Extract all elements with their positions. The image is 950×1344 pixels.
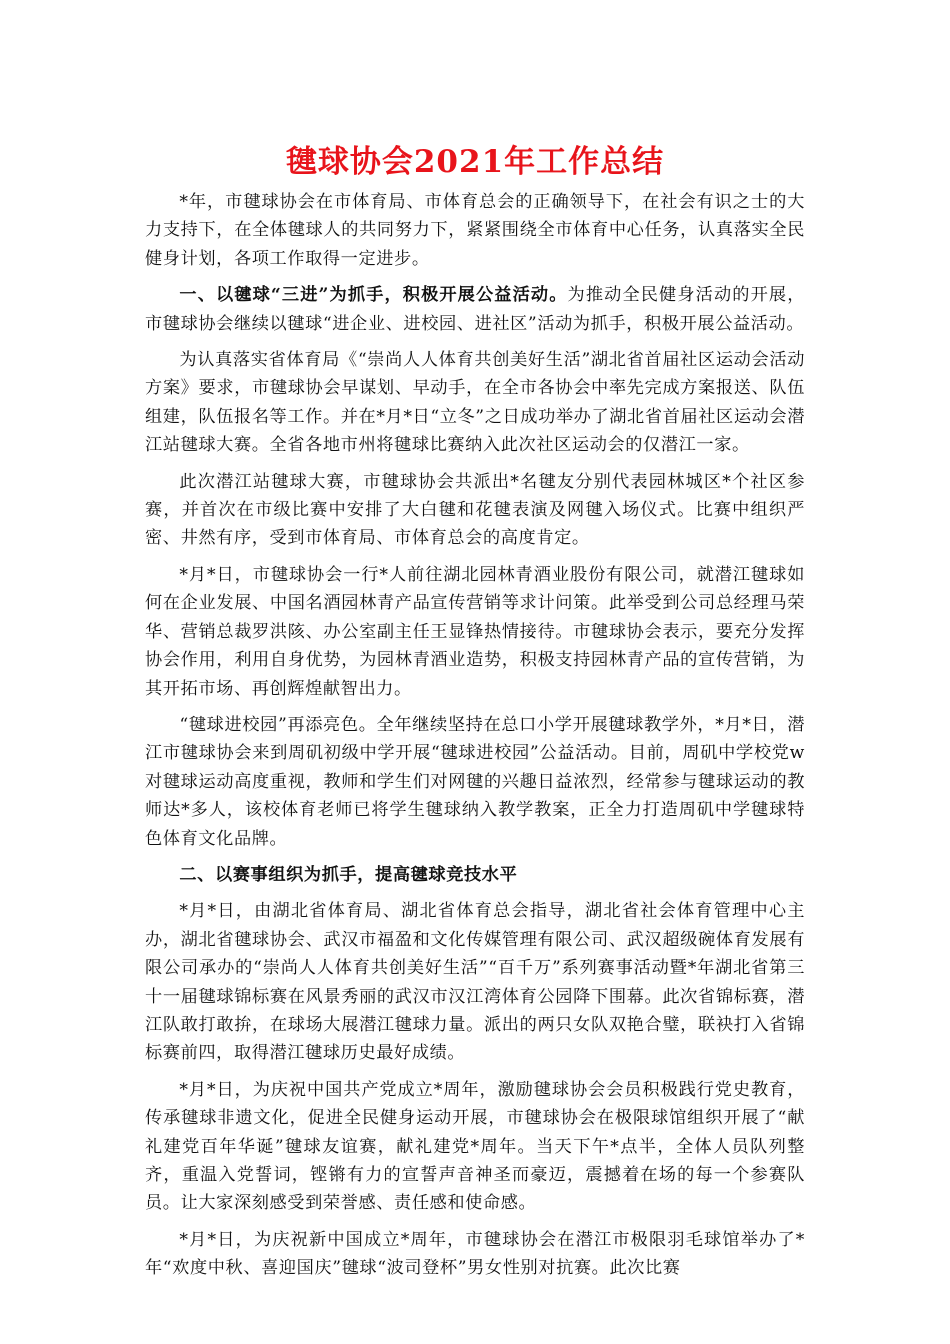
paragraph-text: *月*日，由湖北省体育局、湖北省体育总会指导，湖北省社会体育管理中心主办，湖北省毽球协会、武汉市福盈和文化传媒管理有限公司、武汉超级碗体育发展有限公司承办的“崇尚人人体育共创美好生活”“百千万”系列赛事活动暨*年湖北省第三十一届毽球锦标赛在风景秀丽的武汉市汉江湾体育公园降下围幕。此次省锦标赛，潜江队敢打敢拚，在球场大展潜江毽球力量。派出的两只女队双艳合璧，联袂打入省锦标赛前四，取得潜江毽球历史最好成绩。 [145, 901, 805, 1064]
paragraph-enterprise-visit [145, 561, 805, 703]
paragraph-section-two [145, 861, 805, 889]
paragraph-text: 为认真落实省体育局《“崇尚人人体育共创美好生活”湖北省首届社区运动会活动方案》要求，市毽球协会早谋划、早动手，在全市各协会中率先完成方案报送、队伍组建，队伍报名等工作。并在*月*日“立冬”之日成功举办了湖北省首届社区运动会潜江站毽球大赛。全省各地市州将毽球比赛纳入此次社区运动会的仅潜江一家。 [145, 350, 805, 456]
paragraph-party-anniversary [145, 1076, 805, 1218]
document-title: 毽球协会2021年工作总结 [285, 144, 665, 180]
paragraph-national-day [145, 1226, 805, 1283]
paragraph-qianjiang-station [145, 468, 805, 553]
paragraph-school-activity [145, 711, 805, 853]
paragraph-provincial-championship [145, 897, 805, 1067]
paragraph-text: *月*日，为庆祝新中国成立*周年，市毽球协会在潜江市极限羽毛球馆举办了*年“欢度中秋、喜迎国庆”毽球“波司登杯”男女性别对抗赛。此次比赛 [145, 1229, 805, 1279]
paragraph-text: *月*日，市毽球协会一行*人前往湖北园林青酒业股份有限公司，就潜江毽球如何在企业发展、中国名酒园林青产品宣传营销等求计问策。此举受到公司总经理马荣华、营销总裁罗洪陔、办公室副主任王显锋热情接待。市毽球协会表示，要充分发挥协会作用，利用自身优势，为园林青酒业造势，积极支持园林青产品的宣传营销，为其开拓市场、再创辉煌献智出力。 [145, 564, 805, 699]
paragraph-text: 为推动全民健身活动的开展，市毽球协会继续以毽球“进企业、进校园、进社区”活动为抓手，积极开展公益活动。 [145, 285, 805, 334]
paragraph-community-games [145, 346, 805, 460]
document-body [145, 188, 805, 1291]
paragraph-intro [145, 188, 805, 273]
paragraph-text: *年，市毽球协会在市体育局、市体育总会的正确领导下，在社会有识之士的大力支持下，在全体毽球人的共同努力下，紧紧围绕全市体育中心任务，认真落实全民健身计划，各项工作取得一定进步。 [145, 192, 805, 269]
paragraph-text: 此次潜江站毽球大赛，市毽球协会共派出*名毽友分别代表园林城区*个社区参赛，并首次在市级比赛中安排了大白毽和花毽表演及网毽入场仪式。比赛中组织严密、井然有序，受到市体育局、市体育总会的高度肯定。 [145, 471, 805, 549]
paragraph-section-one [145, 281, 805, 338]
section-heading: 一、以毽球“三进”为抓手，积极开展公益活动。 [179, 285, 568, 306]
section-heading: 二、以赛事组织为抓手，提高毽球竞技水平 [179, 864, 518, 885]
paragraph-text: “毽球进校园”再添亮色。全年继续坚持在总口小学开展毽球教学外，*月*日，潜江市毽球协会来到周矶初级中学开展“毽球进校园”公益活动。目前，周矶中学校党w对毽球运动高度重视，教师和学生们对网毽的兴趣日益浓烈，经常参与毽球运动的教师达*多人，该校体育老师已将学生毽球纳入教学教案，正全力打造周矶中学毽球特色体育文化品牌。 [145, 714, 805, 849]
paragraph-text: *月*日，为庆祝中国共产党成立*周年，激励毽球协会会员积极践行党史教育，传承毽球非遗文化，促进全民健身运动开展，市毽球协会在极限球馆组织开展了“献礼建党百年华诞”毽球友谊赛，献礼建党*周年。当天下午*点半，全体人员队列整齐，重温入党誓词，铿锵有力的宣誓声音神圣而豪迈，震撼着在场的每一个参赛队员。让大家深刻感受到荣誉感、责任感和使命感。 [145, 1079, 805, 1214]
